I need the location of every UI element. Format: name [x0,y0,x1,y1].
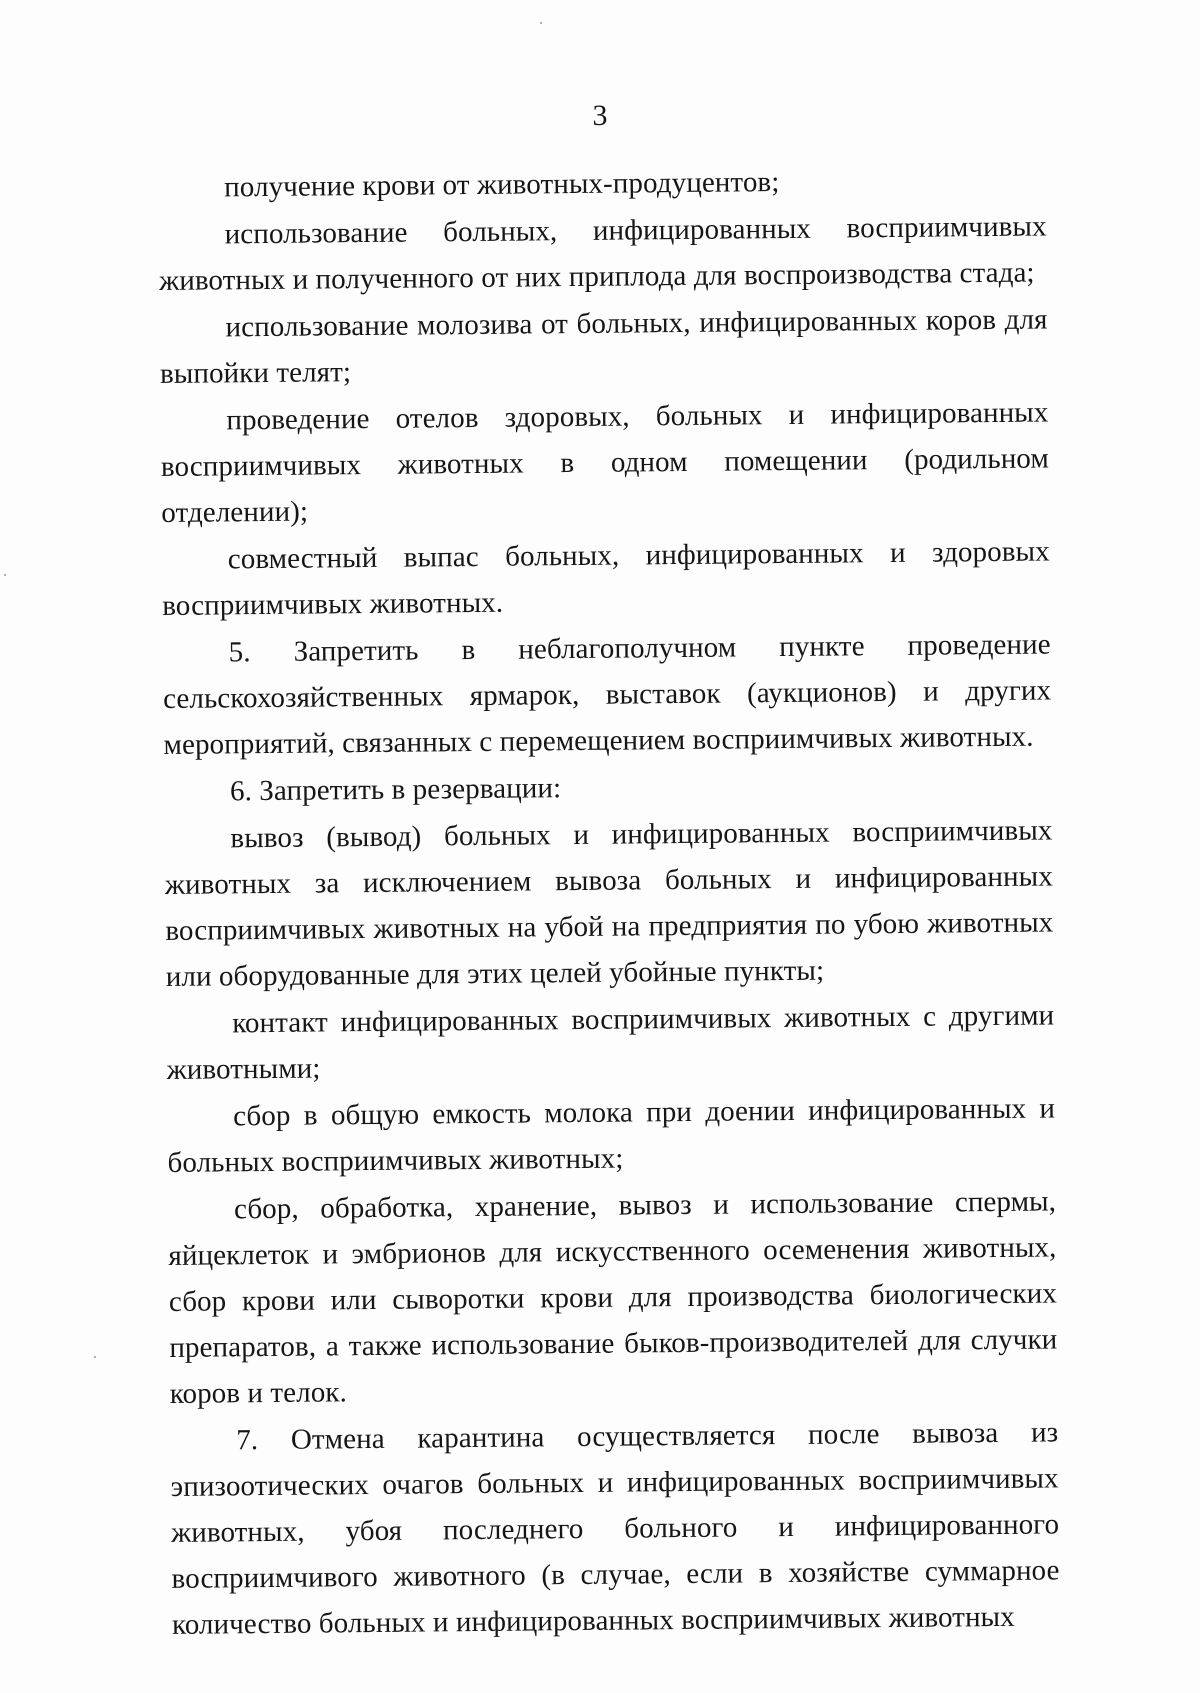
paragraph-calving: проведение отелов здоровых, больных и инфицированных восприимчивых животных в одном помещении (родильном отделении); [160,396,1050,529]
paragraph-joint-grazing: совместный выпас больных, инфицированных и здоровых восприимчивых животных. [162,535,1050,622]
paragraph-item-6-heading: 6. Запретить в резервации: [229,772,562,808]
paragraph-milk-collection: сбор в общую емкость молока при доении инфицированных и больных восприимчивых животных; [167,1092,1056,1179]
paragraph-breeding-use: использование больных, инфицированных восприимчивых животных и полученного от них приплода для воспроизводства стада; [158,210,1047,297]
document-body [158,156,1060,1648]
scan-speck [94,1356,96,1358]
page-number: 3 [592,99,608,132]
scan-speck [4,574,6,576]
paragraph-semen-handling: сбор, обработка, хранение, вывоз и использование спермы, яйцеклеток и эмбрионов для искусственного осеменения животных, сбор крови или сыворотки крови для производства биологических препаратов, а также использование быков-производителей для случки коров и телок. [168,1185,1058,1410]
scan-speck [540,22,542,24]
paragraph-item-7: 7. Отмена карантина осуществляется после вывоза из эпизоотических очагов больных и инфицированных восприимчивых животных, убоя последнего больного и инфицированного восприимчивого животного (в случае, если в хозяйстве суммарное количество больных и инфицированных восприимчивых животных [170,1416,1060,1641]
paragraph-item-5: 5. Запретить в неблагополучном пункте проведение сельскохозяйственных ярмарок, выставок (аукционов) и других мероприятий, связанных с перемещением восприимчивых животных. [162,628,1052,761]
paragraph-removal: вывоз (вывод) больных и инфицированных восприимчивых животных за исключением вывоза больных и инфицированных восприимчивых животных на убой на предприятия по убою животных или оборудованные для этих целей убойные пункты; [164,814,1054,993]
paragraph-contact: контакт инфицированных восприимчивых животных с другими животными; [166,999,1055,1086]
paragraph-blood-collection: получение крови от животных-продуцентов; [224,166,780,204]
paragraph-colostrum-use: использование молозива от больных, инфицированных коров для выпойки телят; [159,303,1048,390]
